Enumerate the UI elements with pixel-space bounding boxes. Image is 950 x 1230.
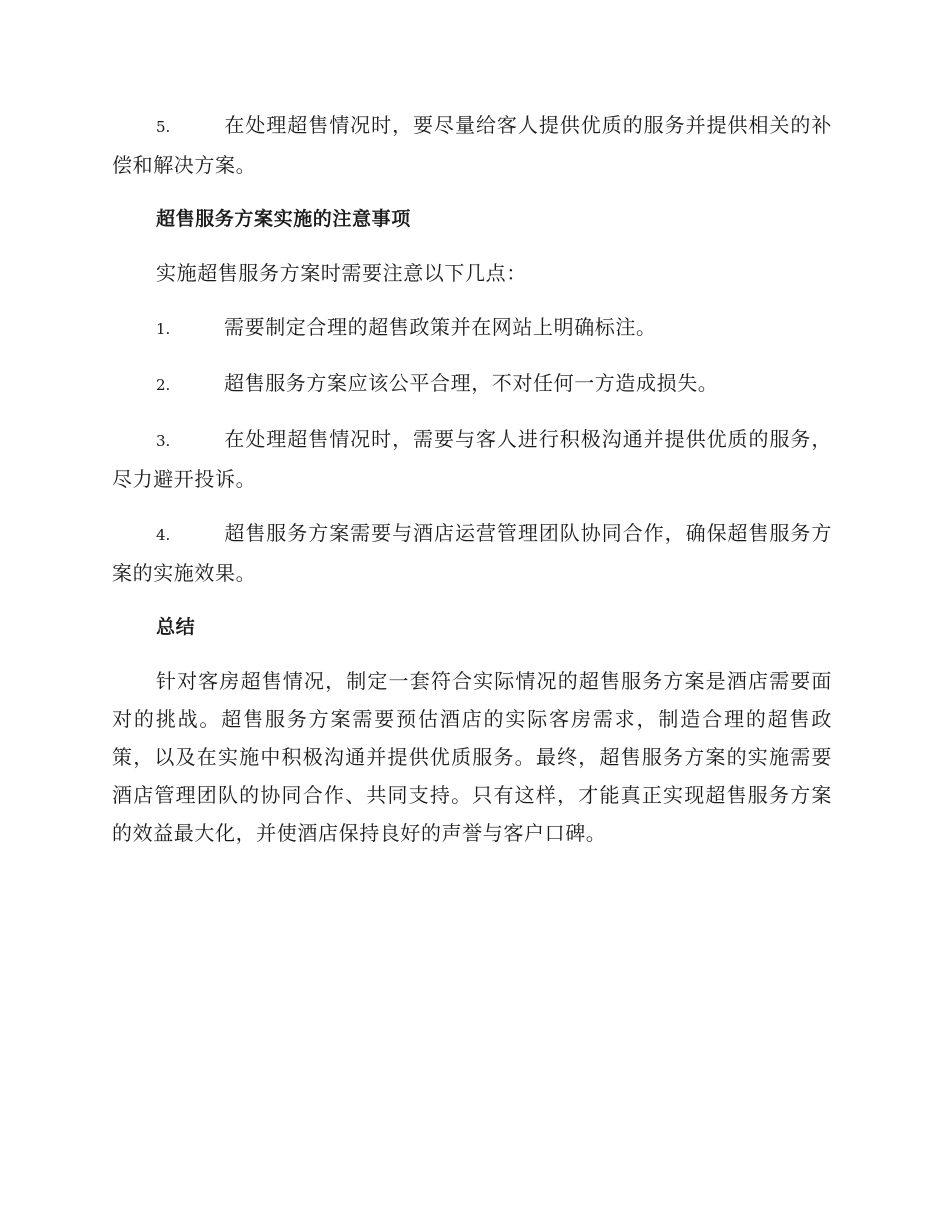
list-text: 需要制定合理的超售政策并在网站上明确标注。 <box>224 315 657 339</box>
list-number: 4. <box>156 526 171 544</box>
list-item-4 <box>112 514 832 592</box>
section-intro: 实施超售服务方案时需要注意以下几点： <box>156 261 527 285</box>
document-body <box>112 106 832 868</box>
list-number: 5. <box>156 118 171 136</box>
list-text: 在处理超售情况时，要尽量给客人提供优质的服务并提供相关的补偿和解决方案。 <box>112 113 832 177</box>
list-item-1 <box>112 308 832 348</box>
list-number: 2. <box>156 376 171 394</box>
list-number: 1. <box>156 320 171 338</box>
list-item-2 <box>112 364 832 404</box>
summary-heading: 总结 <box>156 616 196 638</box>
list-text: 超售服务方案需要与酒店运营管理团队协同合作，确保超售服务方案的实施效果。 <box>112 521 832 585</box>
summary-paragraph: 针对客房超售情况，制定一套符合实际情况的超售服务方案是酒店需要面对的挑战。超售服务方案需要预估酒店的实际客房需求，制造合理的超售政策，以及在实施中积极沟通并提供优质服务。最终，超售服务方案的实施需要酒店管理团队的协同合作、共同支持。只有这样，才能真正实现超售服务方案的效益最大化，并使酒店保持良好的声誉与客户口碑。 <box>112 669 832 845</box>
list-text: 在处理超售情况时，需要与客人进行积极沟通并提供优质的服务，尽力避开投诉。 <box>112 427 832 491</box>
list-number: 3. <box>156 432 171 450</box>
list-text: 超售服务方案应该公平合理，不对任何一方造成损失。 <box>224 371 719 395</box>
list-item-5 <box>112 106 832 184</box>
list-item-3 <box>112 420 832 498</box>
section-heading: 超售服务方案实施的注意事项 <box>156 208 411 230</box>
